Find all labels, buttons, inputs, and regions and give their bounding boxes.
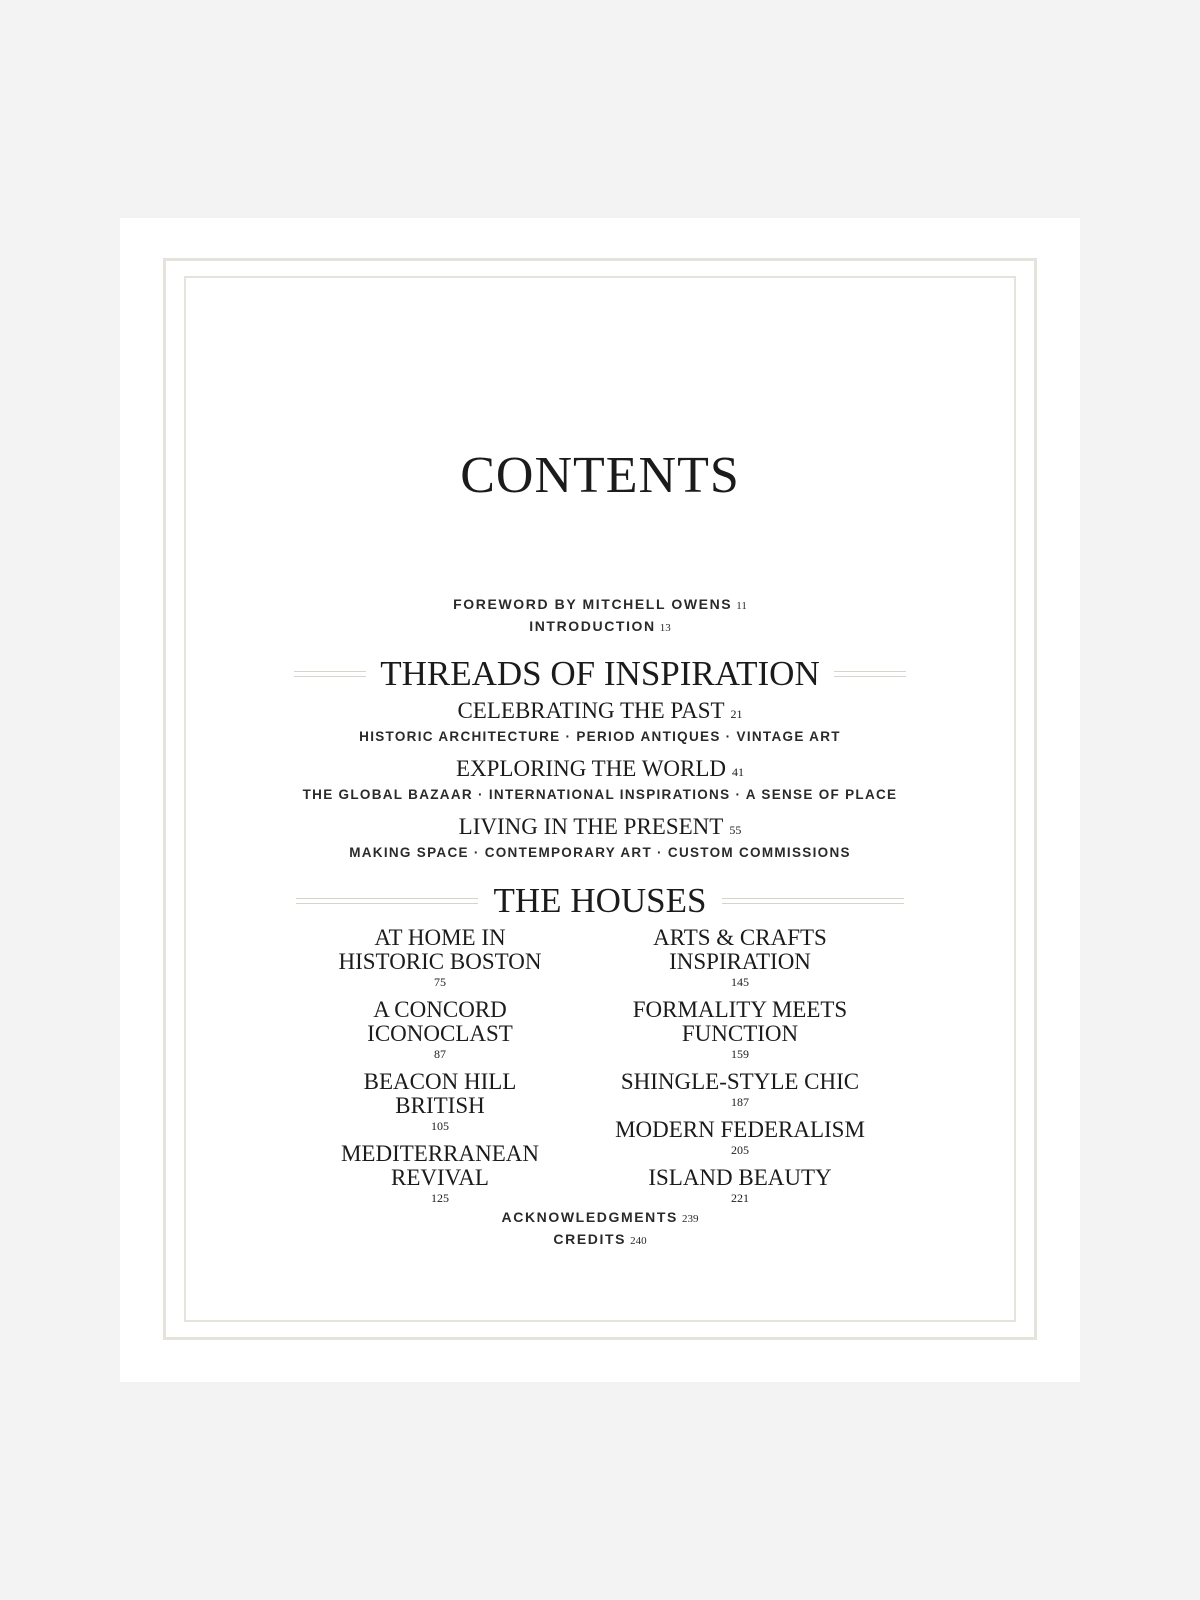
entry-label: INTRODUCTION	[529, 618, 656, 634]
house-title-line: A CONCORD	[373, 997, 507, 1022]
house-page: 187	[731, 1095, 749, 1109]
section-heading-text: THREADS OF INSPIRATION	[380, 654, 820, 693]
house-title-line: ARTS & CRAFTS	[653, 925, 827, 950]
section-heading-threads	[120, 648, 1080, 700]
house-entry	[280, 1142, 600, 1205]
entry-page: 239	[681, 1213, 699, 1225]
house-title-line: HISTORIC BOSTON	[338, 949, 542, 974]
house-title-line: SHINGLE-STYLE CHIC	[620, 1069, 860, 1094]
entry-label: ACKNOWLEDGMENTS	[501, 1209, 678, 1225]
chapter-subtopics: MAKING SPACE · CONTEMPORARY ART · CUSTOM COMMISSIONS	[349, 845, 851, 860]
chapter-title	[120, 814, 1080, 840]
house-title-line: INSPIRATION	[669, 949, 811, 974]
house-page: 159	[731, 1047, 749, 1061]
chapter-title	[120, 756, 1080, 782]
house-title-line: AT HOME IN	[374, 925, 506, 950]
house-page: 105	[431, 1119, 449, 1133]
chapter-title-text: LIVING IN THE PRESENT	[458, 814, 724, 839]
chapter-subtopics: THE GLOBAL BAZAAR · INTERNATIONAL INSPIRATIONS · A SENSE OF PLACE	[302, 787, 898, 802]
house-entry	[580, 926, 900, 989]
house-entry	[580, 1166, 900, 1205]
toc-entry-foreword	[120, 596, 1080, 612]
house-page: 75	[434, 975, 446, 989]
house-entry	[580, 1070, 900, 1109]
house-title-line: BEACON HILL	[363, 1069, 517, 1094]
house-page: 205	[731, 1143, 749, 1157]
house-entry	[280, 1070, 600, 1133]
heading-rule-right	[834, 671, 906, 677]
section-heading-houses	[120, 876, 1080, 926]
house-page: 125	[431, 1191, 449, 1205]
book-page	[120, 218, 1080, 1382]
page-title: CONTENTS	[460, 447, 740, 504]
heading-rule-right	[722, 898, 904, 904]
house-page: 221	[731, 1191, 749, 1205]
house-title-line: ICONOCLAST	[367, 1021, 513, 1046]
entry-page: 11	[736, 600, 747, 612]
house-entry	[280, 998, 600, 1061]
house-entry	[280, 926, 600, 989]
chapter-title	[120, 698, 1080, 724]
entry-label: CREDITS	[553, 1231, 627, 1247]
toc-entry-introduction	[120, 618, 1080, 634]
chapter-title-text: CELEBRATING THE PAST	[457, 698, 725, 723]
entry-page: 240	[630, 1235, 647, 1247]
chapter-subtopics: HISTORIC ARCHITECTURE · PERIOD ANTIQUES · VINTAGE ART	[359, 729, 841, 744]
chapter-page: 55	[729, 823, 742, 837]
heading-rule-left	[294, 671, 366, 677]
house-title-line: FORMALITY MEETS	[632, 997, 848, 1022]
heading-rule-left	[296, 898, 478, 904]
house-entry	[580, 1118, 900, 1157]
house-entry	[580, 998, 900, 1061]
house-title-line: MEDITERRANEAN	[340, 1141, 540, 1166]
entry-page: 13	[659, 622, 671, 634]
section-heading-text: THE HOUSES	[493, 881, 707, 920]
house-page: 87	[434, 1047, 446, 1061]
house-title-line: ISLAND BEAUTY	[648, 1165, 832, 1190]
chapter-page: 41	[732, 765, 745, 779]
entry-label: FOREWORD BY MITCHELL OWENS	[453, 596, 733, 612]
toc-entry-credits	[120, 1231, 1080, 1247]
house-title-line: FUNCTION	[681, 1021, 799, 1046]
toc-entry-acknowledgments	[120, 1209, 1080, 1225]
house-title-line: REVIVAL	[391, 1165, 489, 1190]
house-title-line: BRITISH	[395, 1093, 485, 1118]
chapter-title-text: EXPLORING THE WORLD	[455, 756, 727, 781]
chapter-page: 21	[730, 707, 743, 721]
house-page: 145	[731, 975, 749, 989]
house-title-line: MODERN FEDERALISM	[615, 1117, 865, 1142]
